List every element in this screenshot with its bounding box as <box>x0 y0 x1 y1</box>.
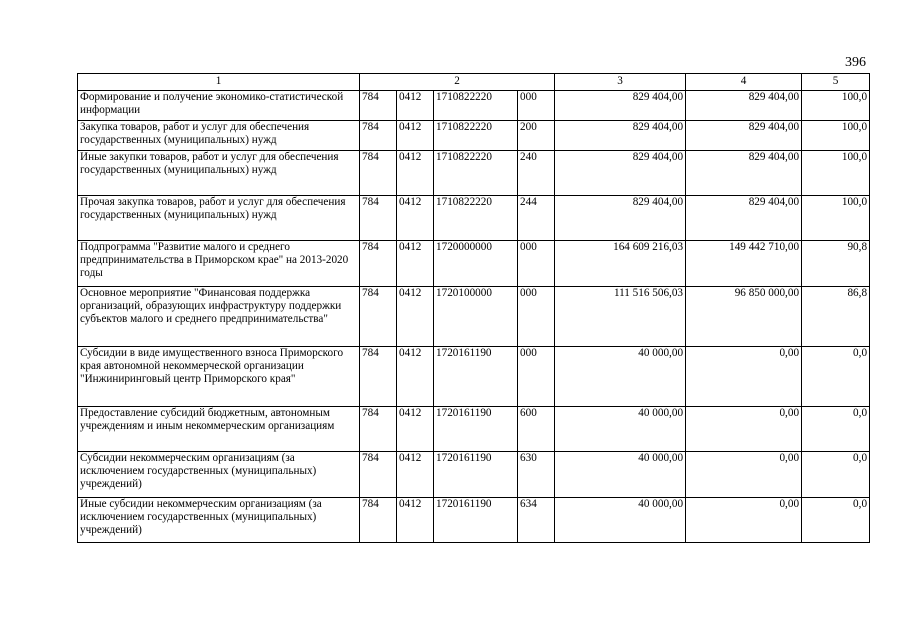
item-name: Прочая закупка товаров, работ и услуг для обеспечения государственных (муниципальных) нужд <box>78 196 360 241</box>
table-row <box>78 151 870 196</box>
ministry-code: 784 <box>360 452 397 498</box>
executed-amount: 149 442 710,00 <box>686 241 802 287</box>
expense-type-code: 000 <box>518 287 555 347</box>
planned-amount: 40 000,00 <box>555 498 686 543</box>
table-row <box>78 196 870 241</box>
executed-amount: 829 404,00 <box>686 121 802 151</box>
section-code: 0412 <box>397 241 434 287</box>
ministry-code: 784 <box>360 196 397 241</box>
planned-amount: 829 404,00 <box>555 121 686 151</box>
ministry-code: 784 <box>360 407 397 452</box>
target-code: 1720161190 <box>434 347 518 407</box>
execution-percent: 100,0 <box>802 91 870 121</box>
expense-type-code: 000 <box>518 347 555 407</box>
planned-amount: 829 404,00 <box>555 91 686 121</box>
table-row <box>78 347 870 407</box>
item-name: Формирование и получение экономико-статистической информации <box>78 91 360 121</box>
execution-percent: 0,0 <box>802 347 870 407</box>
item-name: Иные субсидии некоммерческим организациям (за исключением государственных (муниципальных) учреждений) <box>78 498 360 543</box>
target-code: 1710822220 <box>434 151 518 196</box>
planned-amount: 111 516 506,03 <box>555 287 686 347</box>
section-code: 0412 <box>397 196 434 241</box>
target-code: 1720161190 <box>434 452 518 498</box>
execution-percent: 86,8 <box>802 287 870 347</box>
expense-type-code: 634 <box>518 498 555 543</box>
item-name: Субсидии в виде имущественного взноса Приморского края автономной некоммерческой организации "Инжиниринговый центр Приморского края" <box>78 347 360 407</box>
target-code: 1720161190 <box>434 498 518 543</box>
table-header-row <box>78 74 870 91</box>
section-code: 0412 <box>397 407 434 452</box>
table-row <box>78 287 870 347</box>
table-row <box>78 452 870 498</box>
section-code: 0412 <box>397 151 434 196</box>
item-name: Субсидии некоммерческим организациям (за исключением государственных (муниципальных) учреждений) <box>78 452 360 498</box>
section-code: 0412 <box>397 91 434 121</box>
planned-amount: 164 609 216,03 <box>555 241 686 287</box>
planned-amount: 40 000,00 <box>555 347 686 407</box>
target-code: 1720000000 <box>434 241 518 287</box>
execution-percent: 100,0 <box>802 151 870 196</box>
execution-percent: 0,0 <box>802 452 870 498</box>
ministry-code: 784 <box>360 151 397 196</box>
planned-amount: 40 000,00 <box>555 407 686 452</box>
section-code: 0412 <box>397 452 434 498</box>
ministry-code: 784 <box>360 347 397 407</box>
header-col-3: 3 <box>555 74 686 91</box>
table-row <box>78 407 870 452</box>
planned-amount: 40 000,00 <box>555 452 686 498</box>
executed-amount: 0,00 <box>686 347 802 407</box>
item-name: Основное мероприятие "Финансовая поддержка организаций, образующих инфраструктуру поддержки субъектов малого и среднего предпринимательства" <box>78 287 360 347</box>
executed-amount: 829 404,00 <box>686 91 802 121</box>
page-number: 396 <box>845 55 866 70</box>
header-col-1: 1 <box>78 74 360 91</box>
target-code: 1710822220 <box>434 196 518 241</box>
executed-amount: 829 404,00 <box>686 151 802 196</box>
section-code: 0412 <box>397 287 434 347</box>
executed-amount: 0,00 <box>686 498 802 543</box>
executed-amount: 0,00 <box>686 452 802 498</box>
section-code: 0412 <box>397 121 434 151</box>
table-row <box>78 91 870 121</box>
expense-type-code: 600 <box>518 407 555 452</box>
expense-type-code: 200 <box>518 121 555 151</box>
expense-type-code: 240 <box>518 151 555 196</box>
table-row <box>78 121 870 151</box>
executed-amount: 0,00 <box>686 407 802 452</box>
planned-amount: 829 404,00 <box>555 196 686 241</box>
executed-amount: 829 404,00 <box>686 196 802 241</box>
header-col-4: 4 <box>686 74 802 91</box>
target-code: 1710822220 <box>434 91 518 121</box>
ministry-code: 784 <box>360 498 397 543</box>
ministry-code: 784 <box>360 91 397 121</box>
item-name: Иные закупки товаров, работ и услуг для обеспечения государственных (муниципальных) нужд <box>78 151 360 196</box>
table-row <box>78 241 870 287</box>
header-col-2: 2 <box>360 74 555 91</box>
item-name: Предоставление субсидий бюджетным, автономным учреждениям и иным некоммерческим организациям <box>78 407 360 452</box>
target-code: 1710822220 <box>434 121 518 151</box>
ministry-code: 784 <box>360 287 397 347</box>
expense-type-code: 000 <box>518 91 555 121</box>
ministry-code: 784 <box>360 121 397 151</box>
execution-percent: 0,0 <box>802 498 870 543</box>
target-code: 1720161190 <box>434 407 518 452</box>
item-name: Закупка товаров, работ и услуг для обеспечения государственных (муниципальных) нужд <box>78 121 360 151</box>
ministry-code: 784 <box>360 241 397 287</box>
item-name: Подпрограмма "Развитие малого и среднего предпринимательства в Приморском крае" на 2013-2020 годы <box>78 241 360 287</box>
section-code: 0412 <box>397 498 434 543</box>
budget-table <box>77 73 870 543</box>
expense-type-code: 244 <box>518 196 555 241</box>
execution-percent: 100,0 <box>802 121 870 151</box>
section-code: 0412 <box>397 347 434 407</box>
planned-amount: 829 404,00 <box>555 151 686 196</box>
header-col-5: 5 <box>802 74 870 91</box>
target-code: 1720100000 <box>434 287 518 347</box>
executed-amount: 96 850 000,00 <box>686 287 802 347</box>
execution-percent: 100,0 <box>802 196 870 241</box>
execution-percent: 0,0 <box>802 407 870 452</box>
table-row <box>78 498 870 543</box>
expense-type-code: 000 <box>518 241 555 287</box>
expense-type-code: 630 <box>518 452 555 498</box>
execution-percent: 90,8 <box>802 241 870 287</box>
